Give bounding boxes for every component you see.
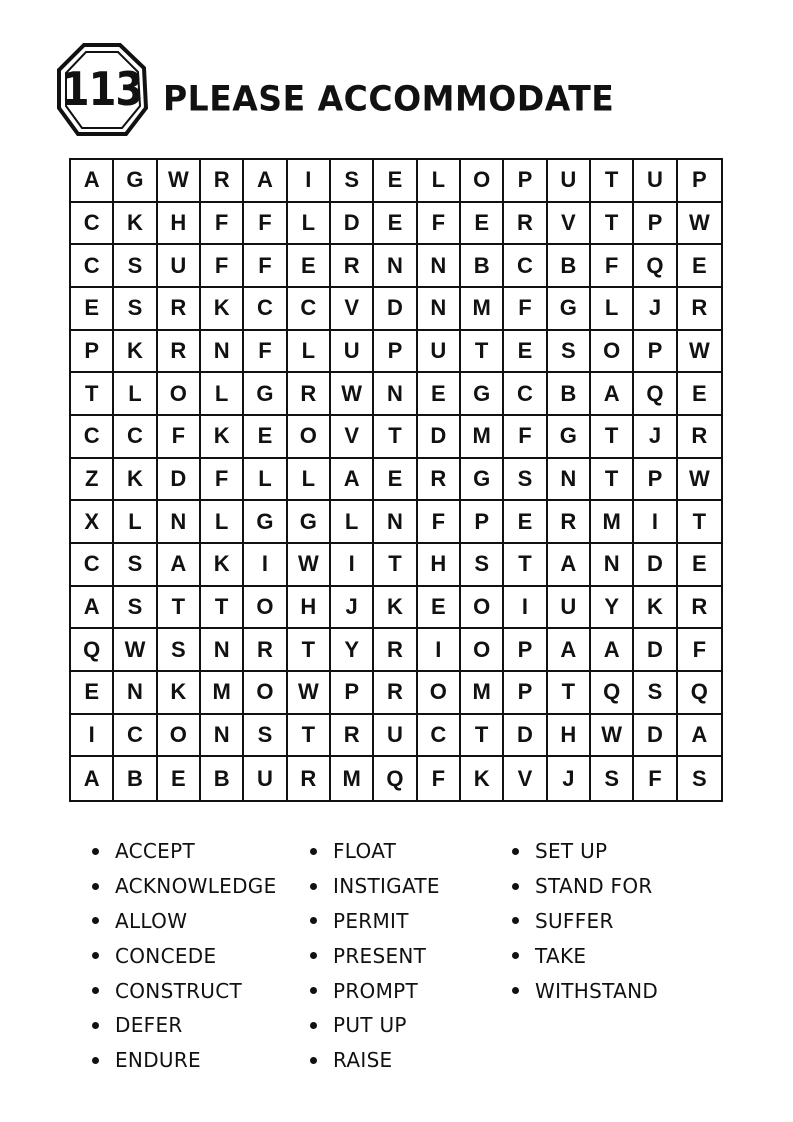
grid-cell[interactable]: C — [288, 288, 331, 331]
grid-cell[interactable]: M — [461, 288, 504, 331]
grid-cell[interactable]: S — [114, 245, 157, 288]
word-list-item — [310, 1043, 440, 1078]
word-list-column-2 — [310, 834, 440, 1078]
grid-cell[interactable]: T — [71, 373, 114, 416]
grid-cell[interactable]: F — [201, 459, 244, 502]
word-label: SET UP — [535, 839, 608, 864]
grid-cell[interactable]: E — [374, 160, 417, 203]
grid-cell[interactable]: A — [331, 459, 374, 502]
grid-cell[interactable]: Y — [331, 629, 374, 672]
grid-cell[interactable]: D — [504, 715, 547, 758]
word-label: TAKE — [535, 943, 587, 968]
grid-cell[interactable]: E — [504, 501, 547, 544]
word-list-column-1 — [92, 834, 277, 1078]
grid-cell[interactable]: S — [548, 331, 591, 374]
word-list-item — [512, 973, 658, 1008]
word-list-item — [92, 869, 277, 904]
grid-cell[interactable]: G — [114, 160, 157, 203]
grid-cell[interactable]: S — [114, 587, 157, 630]
grid-cell[interactable]: W — [678, 203, 721, 246]
grid-cell[interactable]: O — [461, 160, 504, 203]
grid-cell[interactable]: G — [244, 501, 287, 544]
grid-cell[interactable]: H — [158, 203, 201, 246]
grid-cell[interactable]: Q — [71, 629, 114, 672]
puzzle-number: 113 — [61, 63, 143, 117]
grid-cell[interactable]: L — [244, 459, 287, 502]
grid-cell[interactable]: Z — [71, 459, 114, 502]
bullet-icon — [310, 952, 317, 959]
grid-cell[interactable]: R — [331, 245, 374, 288]
bullet-icon — [92, 952, 99, 959]
grid-cell[interactable]: M — [591, 501, 634, 544]
grid-cell[interactable]: D — [331, 203, 374, 246]
grid-cell[interactable]: K — [201, 288, 244, 331]
grid-cell[interactable]: L — [201, 501, 244, 544]
word-label: ENDURE — [115, 1048, 201, 1073]
bullet-icon — [92, 883, 99, 890]
grid-cell[interactable]: R — [678, 587, 721, 630]
bullet-icon — [310, 1022, 317, 1029]
grid-cell[interactable]: I — [504, 587, 547, 630]
grid-cell[interactable]: O — [461, 629, 504, 672]
grid-cell[interactable]: E — [288, 245, 331, 288]
grid-cell[interactable]: K — [634, 587, 677, 630]
word-list-column-3 — [512, 834, 658, 1008]
grid-cell[interactable]: T — [548, 672, 591, 715]
grid-cell[interactable]: E — [678, 245, 721, 288]
grid-cell[interactable]: R — [548, 501, 591, 544]
grid-cell[interactable]: P — [504, 160, 547, 203]
grid-cell[interactable]: E — [71, 288, 114, 331]
word-label: PRESENT — [333, 943, 427, 968]
word-list-item — [512, 869, 658, 904]
grid-cell[interactable]: C — [71, 416, 114, 459]
grid-cell[interactable]: N — [201, 331, 244, 374]
grid-cell[interactable]: O — [244, 587, 287, 630]
grid-cell[interactable]: M — [461, 672, 504, 715]
grid-cell[interactable]: T — [374, 416, 417, 459]
grid-cell[interactable]: D — [634, 629, 677, 672]
grid-cell[interactable]: W — [288, 544, 331, 587]
grid-cell[interactable]: F — [158, 416, 201, 459]
grid-cell[interactable]: P — [634, 203, 677, 246]
grid-cell[interactable]: E — [374, 459, 417, 502]
grid-cell[interactable]: W — [114, 629, 157, 672]
grid-cell[interactable]: R — [374, 672, 417, 715]
grid-cell[interactable]: A — [548, 629, 591, 672]
bullet-icon — [512, 987, 519, 994]
grid-cell[interactable]: G — [288, 501, 331, 544]
word-list-item — [92, 938, 277, 973]
grid-cell[interactable]: B — [548, 373, 591, 416]
grid-cell[interactable]: G — [548, 416, 591, 459]
grid-cell[interactable]: O — [418, 672, 461, 715]
grid-cell[interactable]: E — [678, 373, 721, 416]
bullet-icon — [92, 987, 99, 994]
grid-cell[interactable]: A — [71, 160, 114, 203]
bullet-icon — [310, 883, 317, 890]
grid-cell[interactable]: F — [201, 203, 244, 246]
bullet-icon — [512, 917, 519, 924]
grid-cell[interactable]: L — [114, 373, 157, 416]
grid-cell[interactable]: N — [158, 501, 201, 544]
grid-cell[interactable]: B — [461, 245, 504, 288]
word-label: FLOAT — [333, 839, 397, 864]
grid-cell[interactable]: K — [114, 203, 157, 246]
grid-cell[interactable]: P — [678, 160, 721, 203]
grid-cell[interactable]: D — [634, 715, 677, 758]
grid-cell[interactable]: S — [504, 459, 547, 502]
grid-cell[interactable]: E — [374, 203, 417, 246]
grid-cell[interactable]: P — [504, 629, 547, 672]
grid-cell[interactable]: C — [418, 715, 461, 758]
grid-cell[interactable]: G — [461, 459, 504, 502]
grid-cell[interactable]: Y — [591, 587, 634, 630]
grid-cell[interactable]: I — [244, 544, 287, 587]
word-label: ALLOW — [115, 908, 188, 933]
grid-cell[interactable]: D — [374, 288, 417, 331]
grid-cell[interactable]: U — [418, 331, 461, 374]
grid-cell[interactable]: F — [418, 757, 461, 800]
grid-cell[interactable]: L — [114, 501, 157, 544]
grid-cell[interactable]: U — [158, 245, 201, 288]
grid-cell[interactable]: R — [244, 629, 287, 672]
grid-cell[interactable]: V — [548, 203, 591, 246]
grid-cell[interactable]: K — [201, 544, 244, 587]
grid-cell[interactable]: M — [201, 672, 244, 715]
grid-cell[interactable]: W — [288, 672, 331, 715]
grid-cell[interactable]: A — [591, 373, 634, 416]
grid-cell[interactable]: U — [374, 715, 417, 758]
word-search-grid — [69, 158, 723, 802]
grid-cell[interactable]: R — [158, 331, 201, 374]
grid-cell[interactable]: O — [244, 672, 287, 715]
word-label: SUFFER — [535, 908, 614, 933]
grid-cell[interactable]: A — [71, 757, 114, 800]
grid-cell[interactable]: L — [331, 501, 374, 544]
grid-cell[interactable]: W — [678, 459, 721, 502]
grid-cell[interactable]: S — [158, 629, 201, 672]
puzzle-title: PLEASE ACCOMMODATE — [163, 78, 615, 119]
grid-cell[interactable]: J — [331, 587, 374, 630]
grid-cell[interactable]: P — [461, 501, 504, 544]
word-label: PROMPT — [333, 978, 419, 1003]
grid-cell[interactable]: Q — [634, 245, 677, 288]
word-label: CONSTRUCT — [115, 978, 242, 1003]
grid-cell[interactable]: C — [71, 245, 114, 288]
grid-cell[interactable]: H — [548, 715, 591, 758]
grid-cell[interactable]: E — [418, 373, 461, 416]
grid-cell[interactable]: O — [158, 715, 201, 758]
grid-cell[interactable]: S — [461, 544, 504, 587]
grid-cell[interactable]: F — [678, 629, 721, 672]
grid-cell[interactable]: E — [678, 544, 721, 587]
word-list-item — [310, 834, 440, 869]
grid-cell[interactable]: W — [591, 715, 634, 758]
grid-cell[interactable]: N — [201, 715, 244, 758]
grid-cell[interactable]: U — [634, 160, 677, 203]
grid-cell[interactable]: Q — [634, 373, 677, 416]
grid-cell[interactable]: F — [504, 288, 547, 331]
grid-cell[interactable]: A — [678, 715, 721, 758]
grid-cell[interactable]: D — [634, 544, 677, 587]
grid-cell[interactable]: O — [591, 331, 634, 374]
grid-cell[interactable]: C — [114, 416, 157, 459]
grid-cell[interactable]: V — [504, 757, 547, 800]
word-list-item — [92, 834, 277, 869]
grid-cell[interactable]: U — [548, 587, 591, 630]
grid-cell[interactable]: F — [418, 501, 461, 544]
grid-cell[interactable]: L — [288, 331, 331, 374]
word-label: INSTIGATE — [333, 874, 440, 899]
bullet-icon — [310, 917, 317, 924]
grid-cell[interactable]: W — [678, 331, 721, 374]
grid-cell[interactable]: L — [591, 288, 634, 331]
grid-cell[interactable]: A — [548, 544, 591, 587]
grid-cell[interactable]: U — [548, 160, 591, 203]
word-label: CONCEDE — [115, 943, 217, 968]
grid-cell[interactable]: W — [158, 160, 201, 203]
bullet-icon — [512, 952, 519, 959]
grid-cell[interactable]: N — [418, 245, 461, 288]
grid-cell[interactable]: K — [114, 459, 157, 502]
grid-cell[interactable]: L — [288, 459, 331, 502]
grid-cell[interactable]: P — [331, 672, 374, 715]
grid-cell[interactable]: N — [591, 544, 634, 587]
grid-cell[interactable]: R — [678, 416, 721, 459]
grid-cell[interactable]: R — [288, 373, 331, 416]
grid-cell[interactable]: S — [591, 757, 634, 800]
grid-cell[interactable]: O — [461, 587, 504, 630]
grid-cell[interactable]: T — [461, 715, 504, 758]
grid-cell[interactable]: P — [71, 331, 114, 374]
bullet-icon — [310, 1057, 317, 1064]
grid-cell[interactable]: H — [288, 587, 331, 630]
word-label: RAISE — [333, 1048, 393, 1073]
grid-cell[interactable]: F — [244, 331, 287, 374]
grid-cell[interactable]: F — [504, 416, 547, 459]
grid-cell[interactable]: E — [504, 331, 547, 374]
grid-cell[interactable]: Q — [374, 757, 417, 800]
word-list-item — [512, 834, 658, 869]
grid-cell[interactable]: R — [158, 288, 201, 331]
word-list-item — [310, 973, 440, 1008]
grid-cell[interactable]: I — [331, 544, 374, 587]
grid-cell[interactable]: D — [158, 459, 201, 502]
grid-cell[interactable]: T — [461, 331, 504, 374]
grid-cell[interactable]: T — [374, 544, 417, 587]
grid-cell[interactable]: J — [634, 416, 677, 459]
grid-cell[interactable]: A — [244, 160, 287, 203]
grid-cell[interactable]: P — [374, 331, 417, 374]
word-label: STAND FOR — [535, 874, 653, 899]
grid-cell[interactable]: I — [71, 715, 114, 758]
bullet-icon — [310, 848, 317, 855]
grid-cell[interactable]: A — [591, 629, 634, 672]
grid-cell[interactable]: S — [114, 288, 157, 331]
grid-cell[interactable]: E — [158, 757, 201, 800]
grid-cell[interactable]: U — [331, 331, 374, 374]
bullet-icon — [92, 848, 99, 855]
grid-cell[interactable]: G — [244, 373, 287, 416]
grid-cell[interactable]: W — [331, 373, 374, 416]
grid-cell[interactable]: K — [201, 416, 244, 459]
grid-cell[interactable]: T — [591, 203, 634, 246]
grid-cell[interactable]: R — [331, 715, 374, 758]
grid-cell[interactable]: P — [504, 672, 547, 715]
grid-cell[interactable]: G — [461, 373, 504, 416]
grid-cell[interactable]: N — [114, 672, 157, 715]
grid-cell[interactable]: L — [418, 160, 461, 203]
grid-cell[interactable]: F — [634, 757, 677, 800]
grid-cell[interactable]: F — [244, 245, 287, 288]
grid-cell[interactable]: F — [201, 245, 244, 288]
grid-cell[interactable]: B — [201, 757, 244, 800]
grid-cell[interactable]: C — [504, 245, 547, 288]
grid-cell[interactable]: S — [244, 715, 287, 758]
grid-cell[interactable]: O — [288, 416, 331, 459]
word-label: PUT UP — [333, 1013, 407, 1038]
grid-cell[interactable]: B — [548, 245, 591, 288]
grid-cell[interactable]: H — [418, 544, 461, 587]
grid-cell[interactable]: N — [374, 245, 417, 288]
grid-cell[interactable]: L — [201, 373, 244, 416]
grid-cell[interactable]: A — [158, 544, 201, 587]
word-list-item — [92, 973, 277, 1008]
puzzle-number-badge — [56, 42, 148, 138]
grid-cell[interactable]: C — [504, 373, 547, 416]
grid-cell[interactable]: M — [331, 757, 374, 800]
grid-cell[interactable]: R — [201, 160, 244, 203]
grid-cell[interactable]: E — [461, 203, 504, 246]
word-list-item — [92, 1008, 277, 1043]
grid-cell[interactable]: J — [548, 757, 591, 800]
grid-cell[interactable]: T — [504, 544, 547, 587]
grid-cell[interactable]: S — [114, 544, 157, 587]
word-label: ACCEPT — [115, 839, 195, 864]
grid-cell[interactable]: T — [591, 160, 634, 203]
grid-cell[interactable]: I — [418, 629, 461, 672]
grid-cell[interactable]: N — [374, 373, 417, 416]
grid-cell[interactable]: R — [288, 757, 331, 800]
grid-cell[interactable]: N — [418, 288, 461, 331]
grid-cell[interactable]: T — [288, 629, 331, 672]
grid-cell[interactable]: T — [678, 501, 721, 544]
word-list-item — [512, 904, 658, 939]
bullet-icon — [310, 987, 317, 994]
grid-cell[interactable]: T — [158, 587, 201, 630]
grid-cell[interactable]: E — [418, 587, 461, 630]
grid-cell[interactable]: R — [374, 629, 417, 672]
word-label: ACKNOWLEDGE — [115, 874, 277, 899]
grid-cell[interactable]: Q — [591, 672, 634, 715]
grid-cell[interactable]: T — [591, 459, 634, 502]
bullet-icon — [512, 883, 519, 890]
grid-cell[interactable]: J — [634, 288, 677, 331]
bullet-icon — [92, 917, 99, 924]
grid-cell[interactable]: G — [548, 288, 591, 331]
grid-cell[interactable]: F — [244, 203, 287, 246]
grid-cell[interactable]: N — [548, 459, 591, 502]
grid-cell[interactable]: K — [374, 587, 417, 630]
grid-cell[interactable]: C — [71, 203, 114, 246]
grid-cell[interactable]: V — [331, 416, 374, 459]
grid-cell[interactable]: S — [331, 160, 374, 203]
bullet-icon — [92, 1022, 99, 1029]
grid-cell[interactable]: P — [634, 331, 677, 374]
grid-cell[interactable]: K — [461, 757, 504, 800]
bullet-icon — [92, 1057, 99, 1064]
grid-cell[interactable]: E — [71, 672, 114, 715]
grid-cell[interactable]: I — [288, 160, 331, 203]
grid-cell[interactable]: N — [374, 501, 417, 544]
word-list-item — [92, 1043, 277, 1078]
grid-cell[interactable]: Q — [678, 672, 721, 715]
word-list-item — [92, 904, 277, 939]
grid-cell[interactable]: C — [114, 715, 157, 758]
grid-cell[interactable]: X — [71, 501, 114, 544]
grid-cell[interactable]: N — [201, 629, 244, 672]
grid-cell[interactable]: R — [418, 459, 461, 502]
grid-cell[interactable]: D — [418, 416, 461, 459]
grid-cell[interactable]: T — [288, 715, 331, 758]
grid-cell[interactable]: R — [678, 288, 721, 331]
grid-cell[interactable]: V — [331, 288, 374, 331]
grid-cell[interactable]: K — [114, 331, 157, 374]
grid-cell[interactable]: O — [158, 373, 201, 416]
grid-cell[interactable]: T — [591, 416, 634, 459]
grid-cell[interactable]: S — [634, 672, 677, 715]
word-label: PERMIT — [333, 908, 409, 933]
grid-cell[interactable]: C — [244, 288, 287, 331]
grid-cell[interactable]: K — [158, 672, 201, 715]
grid-cell[interactable]: P — [634, 459, 677, 502]
word-label: WITHSTAND — [535, 978, 659, 1003]
bullet-icon — [512, 848, 519, 855]
grid-cell[interactable]: U — [244, 757, 287, 800]
word-list-item — [310, 904, 440, 939]
grid-cell[interactable]: A — [71, 587, 114, 630]
grid-cell[interactable]: B — [114, 757, 157, 800]
grid-cell[interactable]: L — [288, 203, 331, 246]
word-list-item — [512, 938, 658, 973]
grid-cell[interactable]: S — [691, 765, 707, 791]
word-label: DEFER — [115, 1013, 183, 1038]
grid-cell[interactable]: I — [634, 501, 677, 544]
grid-cell[interactable]: F — [418, 203, 461, 246]
word-list-item — [310, 1008, 440, 1043]
grid-cell[interactable]: C — [71, 544, 114, 587]
grid-cell[interactable]: E — [244, 416, 287, 459]
grid-cell[interactable]: R — [504, 203, 547, 246]
grid-cell[interactable]: T — [201, 587, 244, 630]
word-list-item — [310, 869, 440, 904]
grid-cell[interactable]: M — [461, 416, 504, 459]
word-list-item — [310, 938, 440, 973]
grid-cell[interactable]: F — [591, 245, 634, 288]
